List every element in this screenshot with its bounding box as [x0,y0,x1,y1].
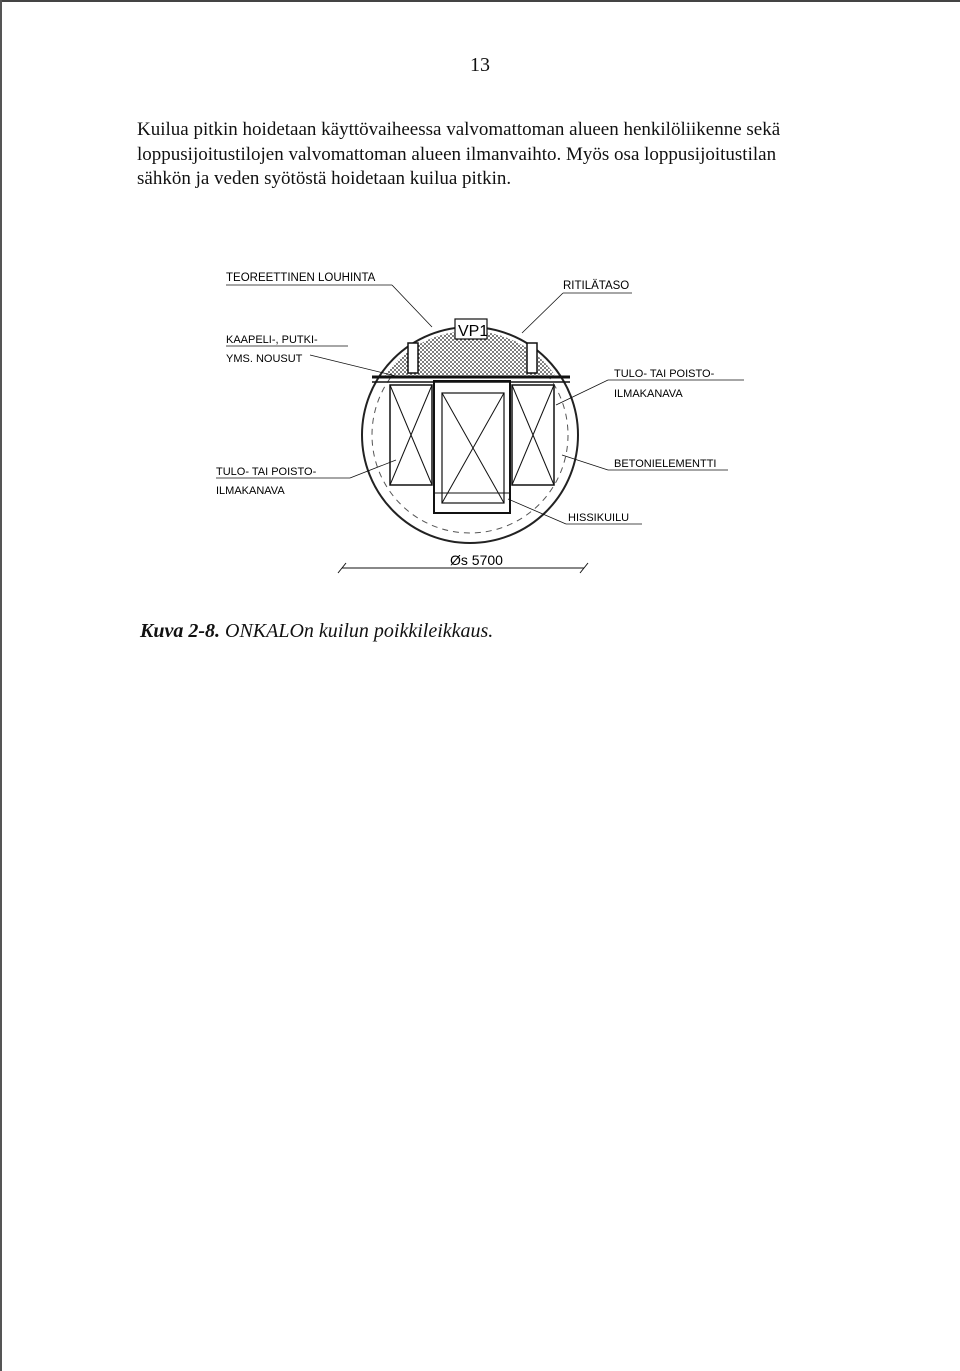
shaft-cross-section-figure [200,255,760,585]
label-concrete-element: BETONIELEMENTTI [614,458,717,470]
label-right-duct-line1: TULO- TAI POISTO- [614,368,715,380]
figure-caption [140,620,493,643]
right-air-duct [512,385,554,485]
diameter-label: Øs 5700 [450,552,503,568]
vp1-label: VP1 [458,323,489,340]
caption-text: ONKALOn kuilun poikkileikkaus. [220,620,494,642]
label-cable-pipe-line1: KAAPELI-, PUTKI- [226,334,318,346]
label-right-duct-line2: ILMAKANAVA [614,388,683,400]
label-grating-level: RITILÄTASO [563,280,630,292]
page-top-border [0,0,960,2]
label-theoretical-excavation: TEOREETTINEN LOUHINTA [226,272,376,284]
page-left-border [0,0,2,1371]
paragraph-line-1: Kuilua pitkin hoidetaan käyttövaiheessa valvomattoman alueen henkilöliikenne sekä [137,119,781,140]
paragraph-line-2: loppusijoitustilojen valvomattoman alueen ilmanvaihto. Myös osa loppusijoitustilan [137,143,777,165]
left-air-duct [390,385,432,485]
label-left-duct-line1: TULO- TAI POISTO- [216,466,317,478]
label-lift-shaft: HISSIKUILU [568,512,630,524]
label-cable-pipe-line2: YMS. NOUSUT [226,353,303,365]
page-number: 13 [470,54,490,76]
caption-label: Kuva 2-8. [140,620,220,642]
label-left-duct-line2: ILMAKANAVA [216,485,285,497]
paragraph-line-3: sähkön ja veden syötöstä hoidetaan kuilua pitkin. [137,168,512,189]
body-paragraph [137,118,857,192]
lift-shaft [434,381,510,513]
